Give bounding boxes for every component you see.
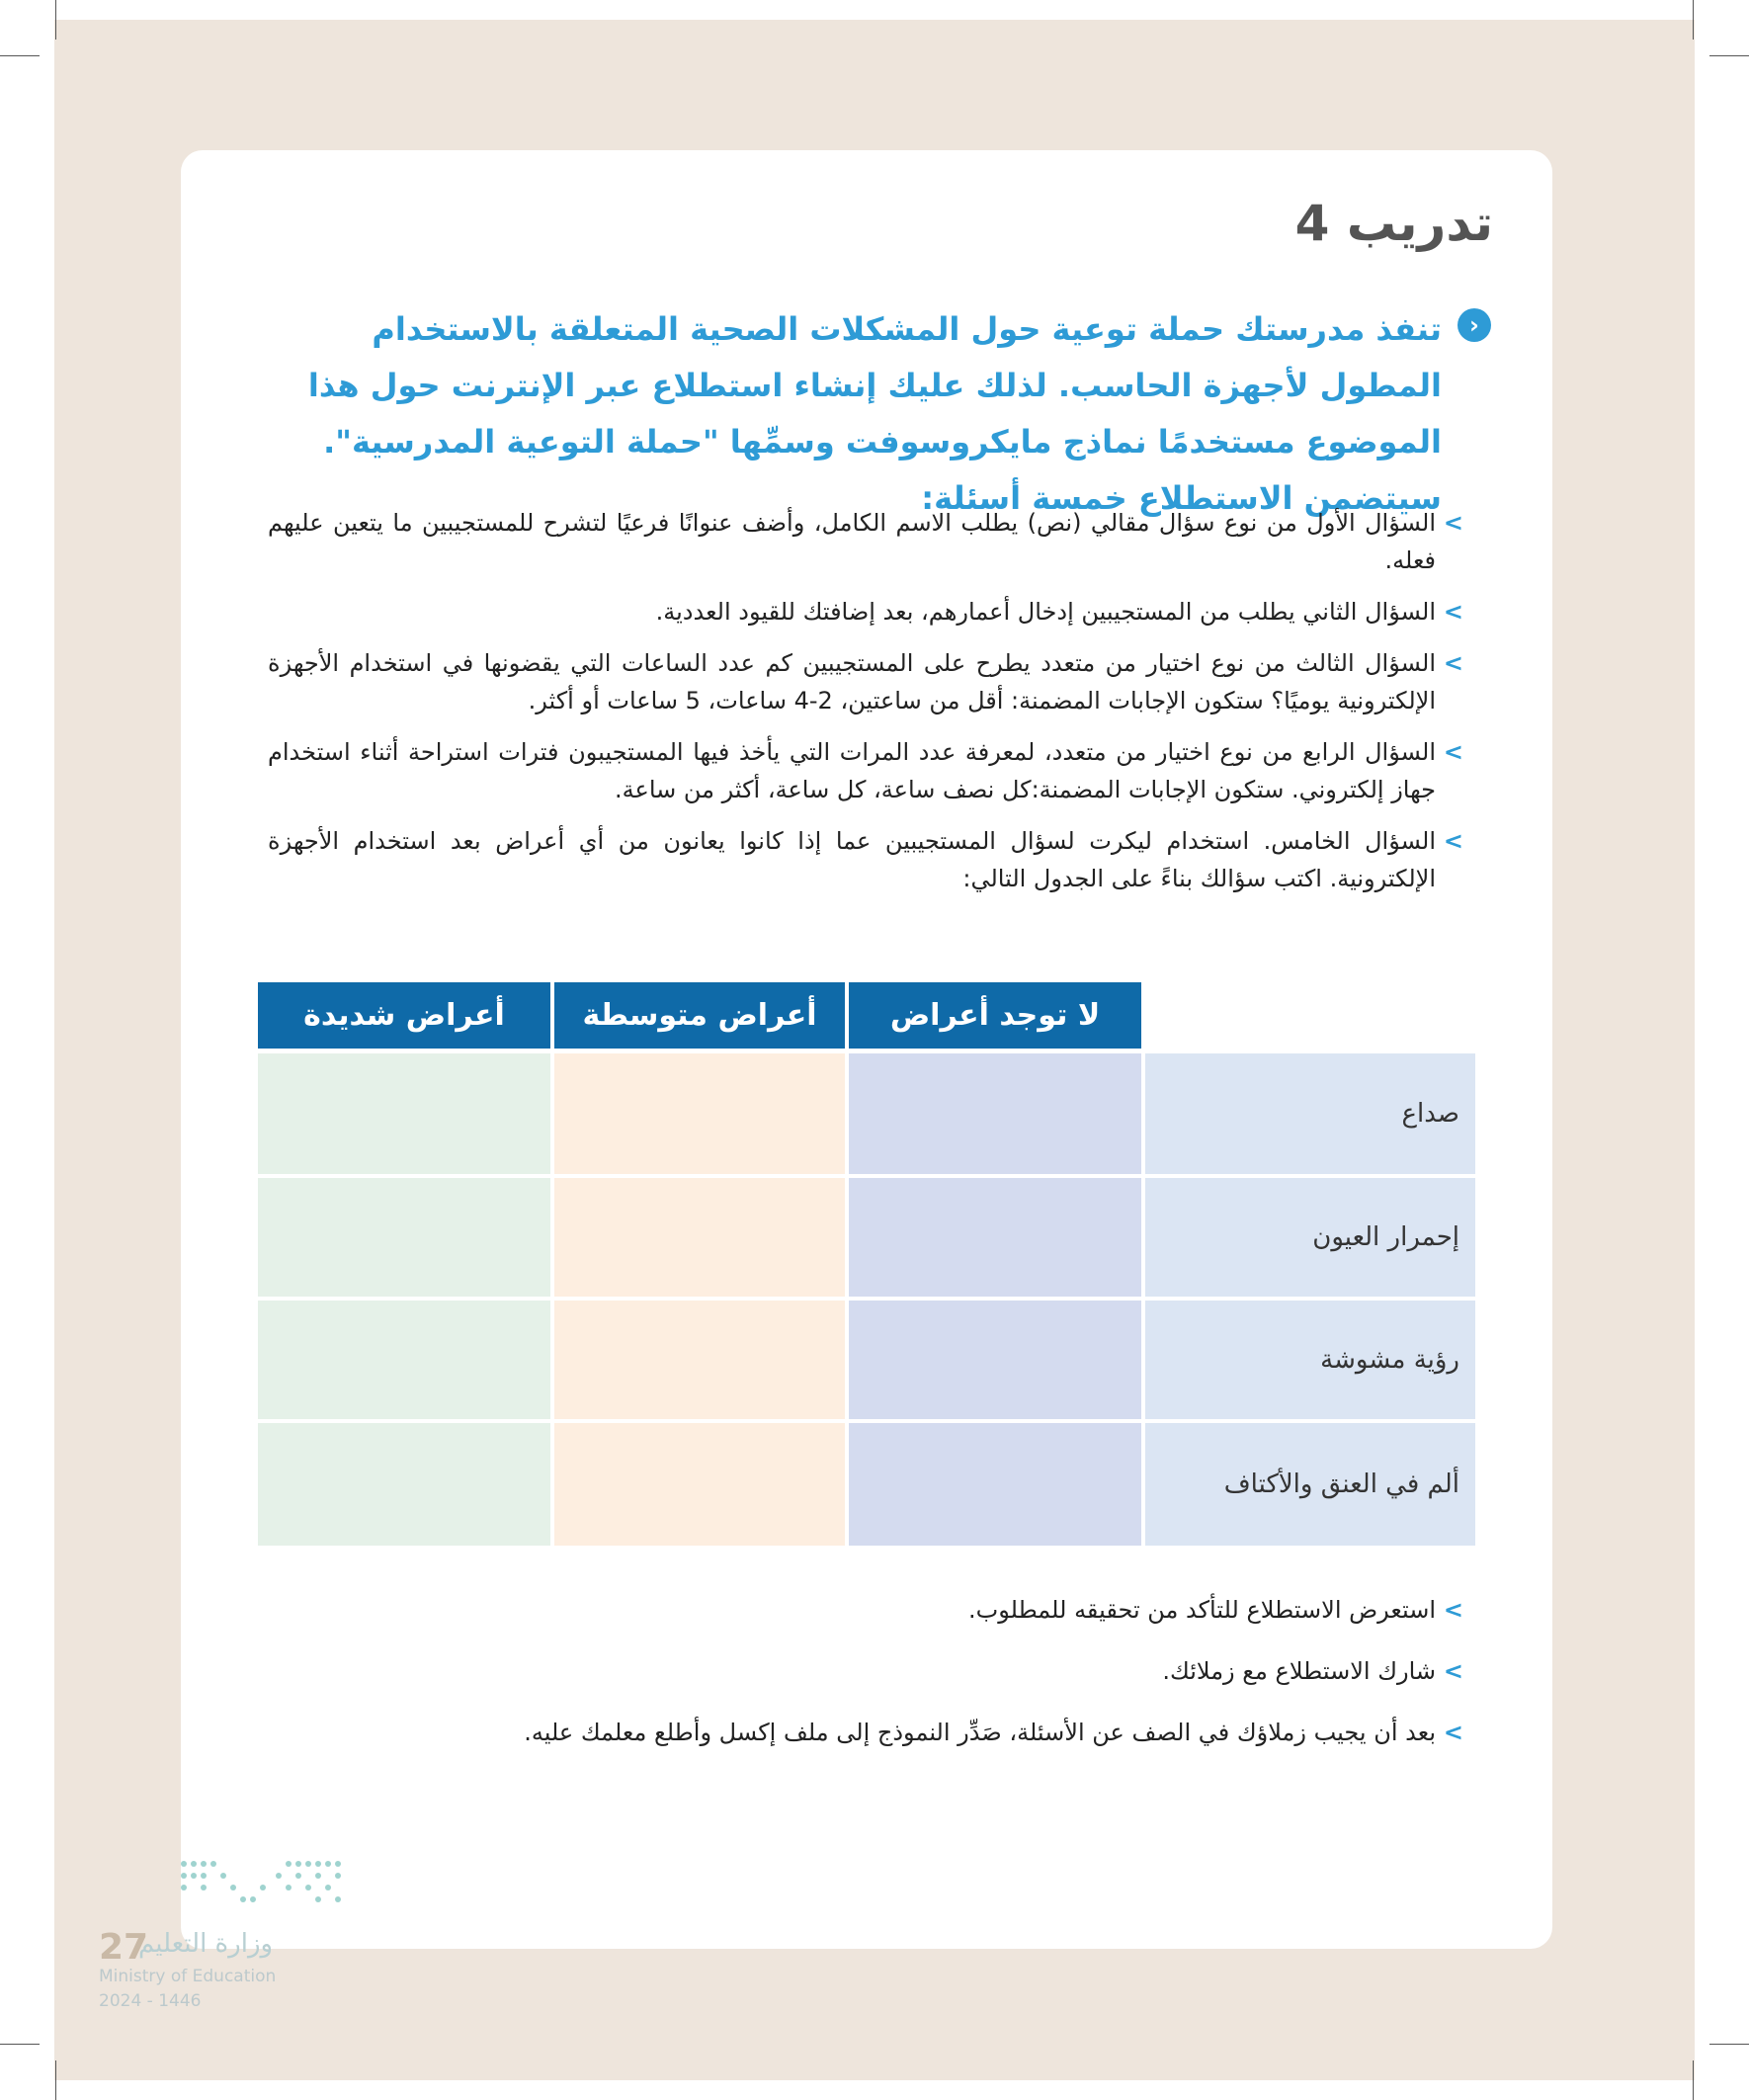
table-cell [849, 1423, 1141, 1546]
arrow-icon: > [1443, 598, 1463, 626]
question-list [268, 504, 1463, 911]
header-severe-symptoms: أعراض شديدة [258, 982, 550, 1049]
crop-mark [1693, 2060, 1694, 2100]
row-label-blurred-vision: رؤية مشوشة [1145, 1301, 1475, 1419]
list-item: > السؤال الرابع من نوع اختيار من متعدد، لمعرفة عدد المرات التي يأخذ فيها المستجيبون فترات استراحة أثناء استخدام جهاز إلكتروني. ستكون الإجابات المضمنة:كل نصف ساعة، كل ساعة، أكثر من ساعة. [268, 733, 1463, 808]
header-moderate-symptoms: أعراض متوسطة [554, 982, 845, 1049]
table-cell [849, 1053, 1141, 1174]
edition-year: 2024 - 1446 [99, 1991, 202, 2011]
crop-mark [55, 0, 56, 40]
table-cell [554, 1301, 845, 1419]
row-label-neck-pain: ألم في العنق والأكتاف [1145, 1423, 1475, 1546]
table-cell [554, 1178, 845, 1297]
header-no-symptoms: لا توجد أعراض [849, 982, 1141, 1049]
crop-mark [1693, 0, 1694, 40]
crop-mark [55, 2060, 56, 2100]
table-cell [258, 1178, 550, 1297]
list-item: > السؤال الخامس. استخدام ليكرت لسؤال المستجيبين عما إذا كانوا يعانون من أي أعراض بعد استخدام الأجهزة الإلكترونية. اكتب سؤالك بناءً على الجدول التالي: [268, 822, 1463, 897]
list-item: > السؤال الأول من نوع سؤال مقالي (نص) يطلب الاسم الكامل، وأضف عنوانًا فرعيًا لتشرح للمستجيبين ما يتعين عليهم فعله. [268, 504, 1463, 579]
ministry-logo-icon [178, 1858, 346, 1913]
row-label-headache: صداع [1145, 1053, 1475, 1174]
arrow-icon: > [1443, 649, 1463, 677]
arrow-icon: > [1443, 738, 1463, 766]
list-item: > السؤال الثاني يطلب من المستجيبين إدخال أعمارهم، بعد إضافتك للقيود العددية. [268, 593, 1463, 630]
list-item: > شارك الاستطلاع مع زملائك. [268, 1652, 1463, 1690]
arrow-icon: > [1443, 1719, 1463, 1746]
table-cell [554, 1053, 845, 1174]
after-steps-list [268, 1591, 1463, 1775]
exercise-intro: تنفذ مدرستك حملة توعية حول المشكلات الصحية المتعلقة بالاستخدام المطول لأجهزة الحاسب. لذلك عليك إنشاء استطلاع عبر الإنترنت حول هذا الموضوع مستخدمًا نماذج مايكروسوفت وسمِّها "حملة التوعية المدرسية". سيتضمن الاستطلاع خمسة أسئلة: [307, 310, 1442, 517]
crop-mark [1709, 2044, 1749, 2045]
chevron-right-circle-icon: › [1458, 308, 1491, 342]
table-cell [258, 1053, 550, 1174]
page-number: 27 [99, 1927, 149, 1968]
arrow-icon: > [1443, 1657, 1463, 1685]
table-cell [849, 1178, 1141, 1297]
crop-mark [1709, 55, 1749, 56]
table-cell [258, 1301, 550, 1419]
arrow-icon: > [1443, 827, 1463, 855]
row-label-red-eyes: إحمرار العيون [1145, 1178, 1475, 1297]
ministry-name-en: Ministry of Education [99, 1967, 277, 1986]
crop-mark [0, 2044, 40, 2045]
exercise-title: تدريب 4 [1294, 195, 1493, 252]
ministry-name-ar: وزارة التعليم [138, 1929, 274, 1959]
arrow-icon: > [1443, 1596, 1463, 1624]
crop-mark [0, 55, 40, 56]
arrow-icon: > [1443, 509, 1463, 537]
table-cell [554, 1423, 845, 1546]
list-item: > السؤال الثالث من نوع اختيار من متعدد يطرح على المستجيبين كم عدد الساعات التي يقضونها في استخدام الأجهزة الإلكترونية يوميًا؟ ستكون الإجابات المضمنة: أقل من ساعتين، 2-4 ساعات، 5 ساعات أو أكثر. [268, 644, 1463, 719]
list-item: > بعد أن يجيب زملاؤك في الصف عن الأسئلة، صَدِّر النموذج إلى ملف إكسل وأطلع معلمك عليه. [268, 1714, 1463, 1751]
table-cell [849, 1301, 1141, 1419]
list-item: > استعرض الاستطلاع للتأكد من تحقيقه للمطلوب. [268, 1591, 1463, 1629]
table-cell [258, 1423, 550, 1546]
exercise-card [181, 150, 1552, 1949]
